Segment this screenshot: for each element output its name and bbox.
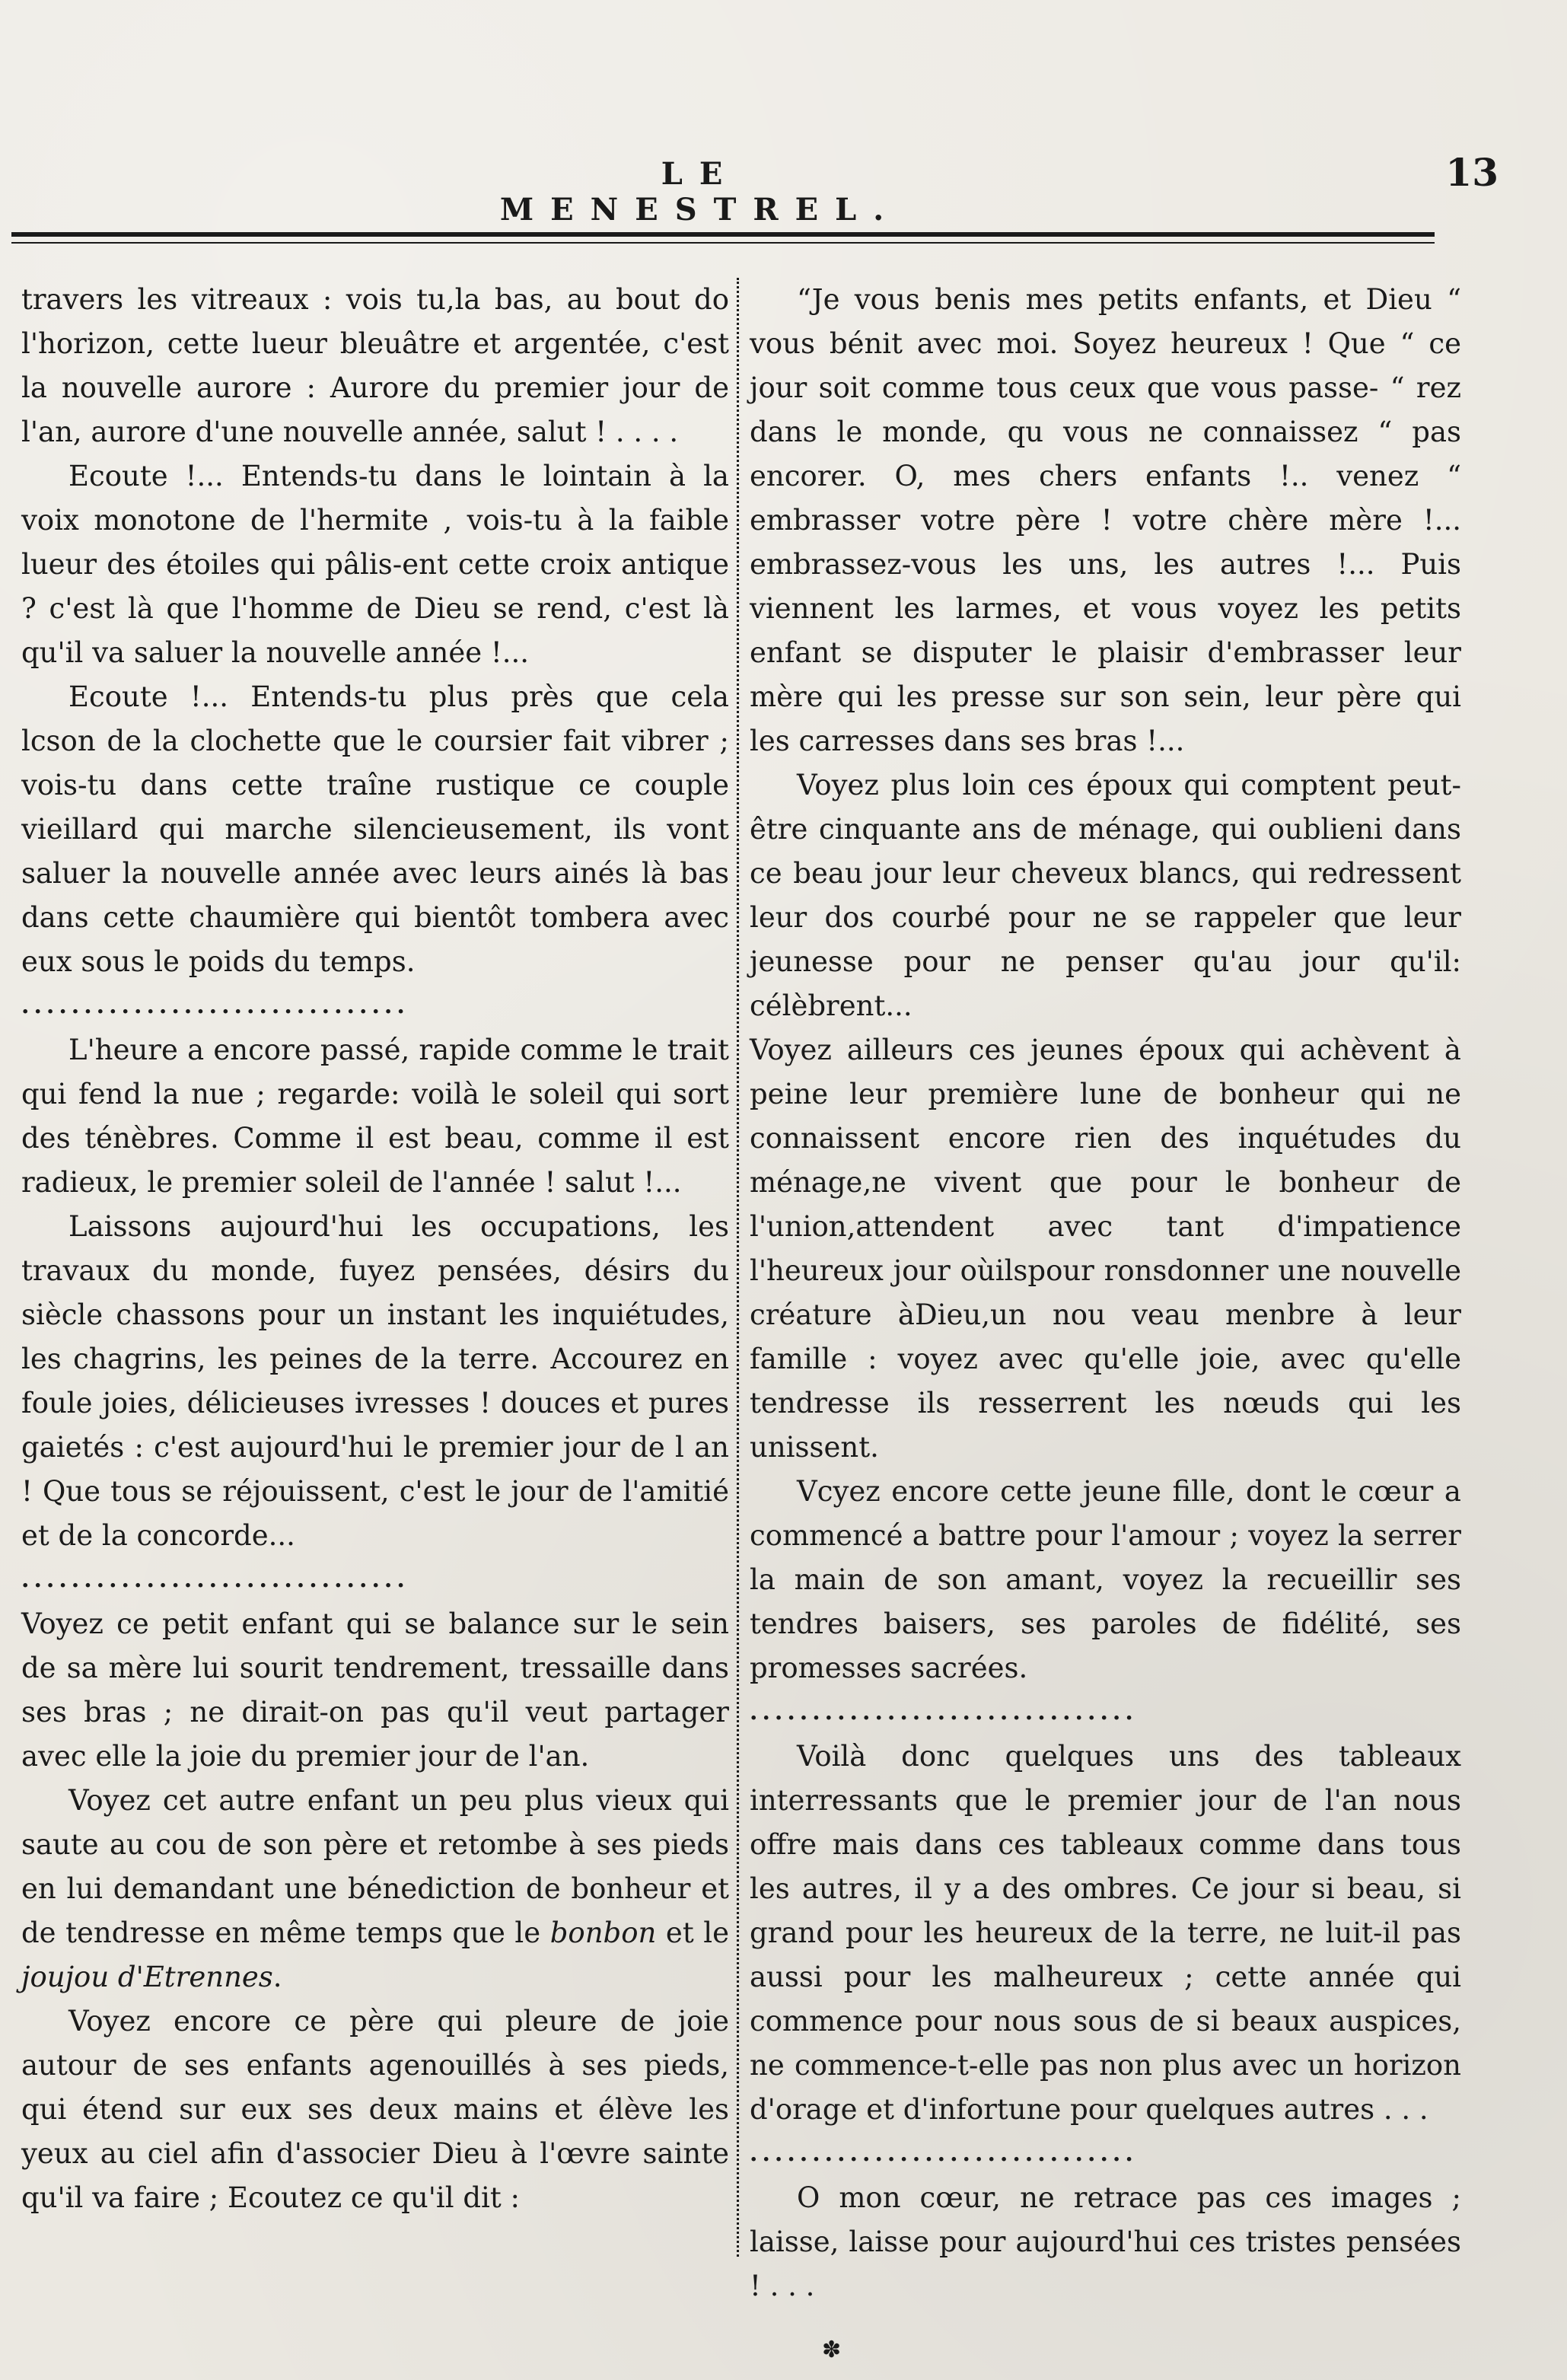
header-rule-thin xyxy=(11,242,1435,244)
journal-title: LE MENESTREL. xyxy=(499,156,901,228)
paragraph: Ecoute !... Entends-tu plus près que cela lcson de la clochette que le coursier fait vibrer ; vois-tu dans cette traîne rustique ce couple vieillard qui marche silencieusement, ils vont saluer la nouvelle année avec leurs ainés là bas dans cette chaumière qui bientôt tombera avec eux sous le poids du temps. xyxy=(21,680,729,978)
paragraph-text: Voyez cet autre enfant un peu plus vieux qui saute au cou de son père et retombe à ses pieds en lui demandant une bénediction de bonheur et de tendresse en même temps que le xyxy=(21,1784,729,1949)
paragraph: Laissons aujourd'hui les occupations, les travaux du monde, fuyez pensées, désirs du siècle chassons pour un instant les inquiétudes, les chagrins, les peines de la terre. Accourez en foule joies, délicieuses ivresses ! douces et pures gaietés : c'est aujourd'hui le premier jour de l an ! Que tous se réjouissent, c'est le jour de l'amitié et de la concorde... xyxy=(21,1210,729,1552)
dotted-separator: ............................... xyxy=(750,2140,1138,2167)
page-header xyxy=(0,150,1567,228)
paragraph: Voyez ailleurs ces jeunes époux qui achèvent à peine leur première lune de bonheur qui ne connaissent encore rien des inquétudes du ménage,ne vivent que pour le bonheur de l'union,attendent avec tant d'impatience l'heureux jour oùilspour ronsdonner une nouvelle créature àDieu,un nou veau menbre à leur famille : voyez avec qu'elle joie, avec qu'elle tendresse ils resserrent les nœuds qui les unissent. xyxy=(750,1034,1461,1464)
right-column xyxy=(750,278,1461,2308)
paragraph: Voyez ce petit enfant qui se balance sur le sein de sa mère lui sourit tendrement, tressaille dans ses bras ; ne dirait-on pas qu'il veut partager avec elle la joie du premier jour de l'an. xyxy=(21,1607,729,1773)
paragraph: L'heure a encore passé, rapide comme le trait qui fend la nue ; regarde: voilà le soleil qui sort des ténèbres. Comme il est beau, comme il est radieux, le premier soleil de l'année ! salut !... xyxy=(21,1034,729,1199)
dotted-separator: ............................... xyxy=(750,1699,1138,1725)
italic-term: joujou d'Etrennes xyxy=(21,1961,273,1993)
dotted-separator: ............................... xyxy=(21,1566,409,1593)
paragraph: travers les vitreaux : vois tu,la bas, au bout do l'horizon, cette lueur bleuâtre et argentée, c'est la nouvelle aurore : Aurore du premier jour de l'an, aurore d'une nouvelle année, salut ! . . . . xyxy=(21,283,729,448)
page-number: 13 xyxy=(1445,150,1499,195)
italic-term: bonbon xyxy=(549,1916,657,1949)
ornament-icon: ✽ xyxy=(822,2337,842,2363)
paragraph: Ecoute !... Entends-tu dans le lointain à la voix monotone de l'hermite , vois-tu à la faible lueur des étoiles qui pâlis-ent cette croix antique ? c'est là que l'homme de Dieu se rend, c'est là qu'il va saluer la nouvelle année !... xyxy=(21,460,729,669)
paragraph: “Je vous benis mes petits enfants, et Dieu “ vous bénit avec moi. Soyez heureux ! Que “ ce jour soit comme tous ceux que vous passe- “ rez dans le monde, qu vous ne connaissez “ pas encorer. O, mes chers enfants !.. venez “ embrasser votre père ! votre chère mère !... embrassez-vous les uns, les autres !... Puis viennent les larmes, et vous voyez les petits enfant se disputer le plaisir d'embrasser leur mère qui les presse sur son sein, leur père qui les carresses dans ses bras !... xyxy=(750,283,1461,757)
paragraph: Vcyez encore cette jeune fille, dont le cœur a commencé a battre pour l'amour ; voyez la serrer la main de son amant, voyez la recueillir ses tendres baisers, ses paroles de fidélité, ses promesses sacrées. xyxy=(750,1475,1461,1684)
left-column xyxy=(21,278,729,2220)
header-rule xyxy=(11,232,1435,237)
paragraph: Voyez plus loin ces époux qui comptent peut-être cinquante ans de ménage, qui oublieni dans ce beau jour leur cheveux blancs, qui redressent leur dos courbé pour ne se rappeler que leur jeunesse pour ne penser qu'au jour qu'il: célèbrent... xyxy=(750,769,1461,1022)
paragraph: Voyez encore ce père qui pleure de joie autour de ses enfants agenouillés à ses pieds, qui étend sur eux ses deux mains et élève les yeux au ciel afin d'associer Dieu à l'œvre sainte qu'il va faire ; Ecoutez ce qu'il dit : xyxy=(21,2005,729,2214)
column-divider xyxy=(737,278,739,2257)
dotted-separator: ............................... xyxy=(21,992,409,1019)
paragraph-text: . xyxy=(272,1961,282,1993)
paragraph xyxy=(21,1779,729,1999)
paragraph: O mon cœur, ne retrace pas ces images ; laisse, laisse pour aujourd'hui ces tristes pensées ! . . . xyxy=(750,2181,1461,2302)
paragraph: Voilà donc quelques uns des tableaux interressants que le premier jour de l'an nous offre mais dans ces tableaux comme dans tous les autres, il y a des ombres. Ce jour si beau, si grand pour les heureux de la terre, ne luit-il pas aussi pour les malheureux ; cette année qui commence pour nous sous de si beaux auspices, ne commence-t-elle pas non plus avec un horizon d'orage et d'infortune pour quelques autres . . . xyxy=(750,1740,1461,2126)
paragraph-text: et le xyxy=(656,1916,730,1949)
